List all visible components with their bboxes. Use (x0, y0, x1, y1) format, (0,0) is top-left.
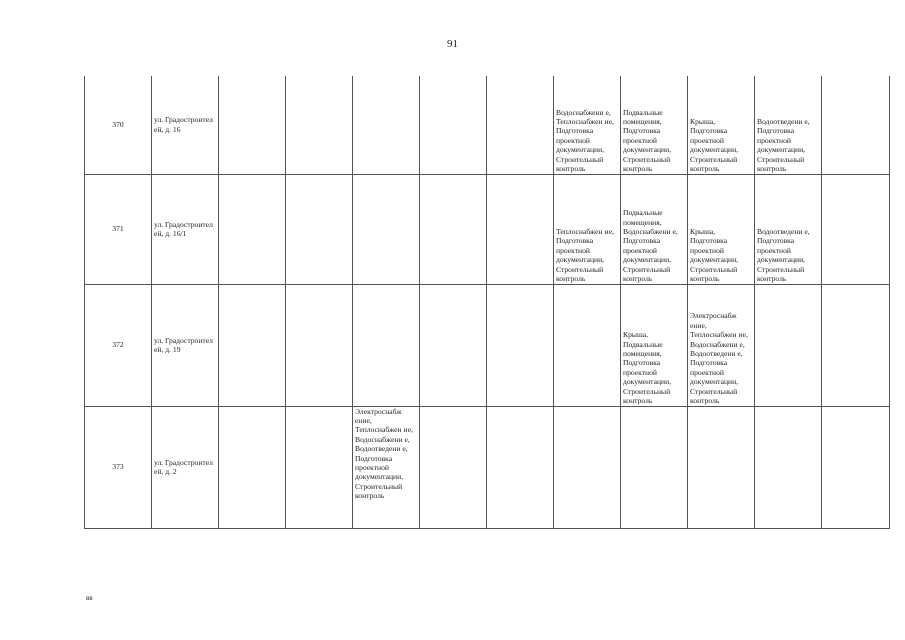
address-cell: ул. Градостроител ей, д. 16 (152, 76, 219, 174)
row-number: 373 (85, 406, 152, 528)
empty-cell (822, 406, 890, 528)
work-cell: Водоснабжени е, Теплоснабжен ие, Подготовка проектной документации, Строительный контроль (554, 76, 621, 174)
empty-cell (286, 76, 353, 174)
row-number: 372 (85, 284, 152, 406)
empty-cell (286, 406, 353, 528)
table-row (85, 406, 890, 528)
empty-cell (420, 284, 487, 406)
empty-cell (219, 76, 286, 174)
empty-cell (286, 284, 353, 406)
empty-cell (420, 406, 487, 528)
empty-cell (822, 174, 890, 284)
empty-cell (755, 406, 822, 528)
address-cell: ул. Градостроител ей, д. 16/1 (152, 174, 219, 284)
table-row (85, 284, 890, 406)
empty-cell (554, 406, 621, 528)
work-cell: Электроснабж ение, Теплоснабжен ие, Водоснабжени е, Водоотведени е, Подготовка проектной документации, Строительный контроль (688, 284, 755, 406)
register-table (84, 76, 890, 529)
address-cell: ул. Градостроител ей, д. 19 (152, 284, 219, 406)
row-number: 370 (85, 76, 152, 174)
work-cell: Крыша, Подвальные помещения, Подготовка проектной документации, Строительный контроль (621, 284, 688, 406)
empty-cell (688, 406, 755, 528)
empty-cell (219, 174, 286, 284)
empty-cell (822, 284, 890, 406)
footer-mark: вв (86, 594, 93, 602)
work-cell: Водоотведени е, Подготовка проектной документации, Строительный контроль (755, 76, 822, 174)
work-cell: Теплоснабжен ие, Подготовка проектной документации, Строительный контроль (554, 174, 621, 284)
empty-cell (420, 174, 487, 284)
page-number: 91 (447, 38, 458, 50)
address-cell: ул. Градостроител ей, д. 2 (152, 406, 219, 528)
empty-cell (487, 406, 554, 528)
empty-cell (822, 76, 890, 174)
work-cell: Подвальные помещения, Подготовка проектной документации, Строительный контроль (621, 76, 688, 174)
empty-cell (286, 174, 353, 284)
empty-cell (353, 76, 420, 174)
empty-cell (353, 174, 420, 284)
empty-cell (487, 76, 554, 174)
empty-cell (219, 406, 286, 528)
empty-cell (487, 174, 554, 284)
empty-cell (621, 406, 688, 528)
work-cell: Водоотведени е, Подготовка проектной документации, Строительный контроль (755, 174, 822, 284)
empty-cell (353, 284, 420, 406)
work-cell: Электроснабж ение, Теплоснабжен ие, Водоснабжени е, Водоотведени е, Подготовка проектной документации, Строительный контроль (353, 406, 420, 528)
table-row (85, 174, 890, 284)
empty-cell (219, 284, 286, 406)
empty-cell (487, 284, 554, 406)
work-cell: Подвальные помещения, Водоснабжени е, Подготовка проектной документации, Строительный контроль (621, 174, 688, 284)
work-cell: Крыша, Подготовка проектной документации, Строительный контроль (688, 76, 755, 174)
row-number: 371 (85, 174, 152, 284)
work-cell: Крыша, Подготовка проектной документации, Строительный контроль (688, 174, 755, 284)
table-row (85, 76, 890, 174)
empty-cell (420, 76, 487, 174)
empty-cell (554, 284, 621, 406)
empty-cell (755, 284, 822, 406)
